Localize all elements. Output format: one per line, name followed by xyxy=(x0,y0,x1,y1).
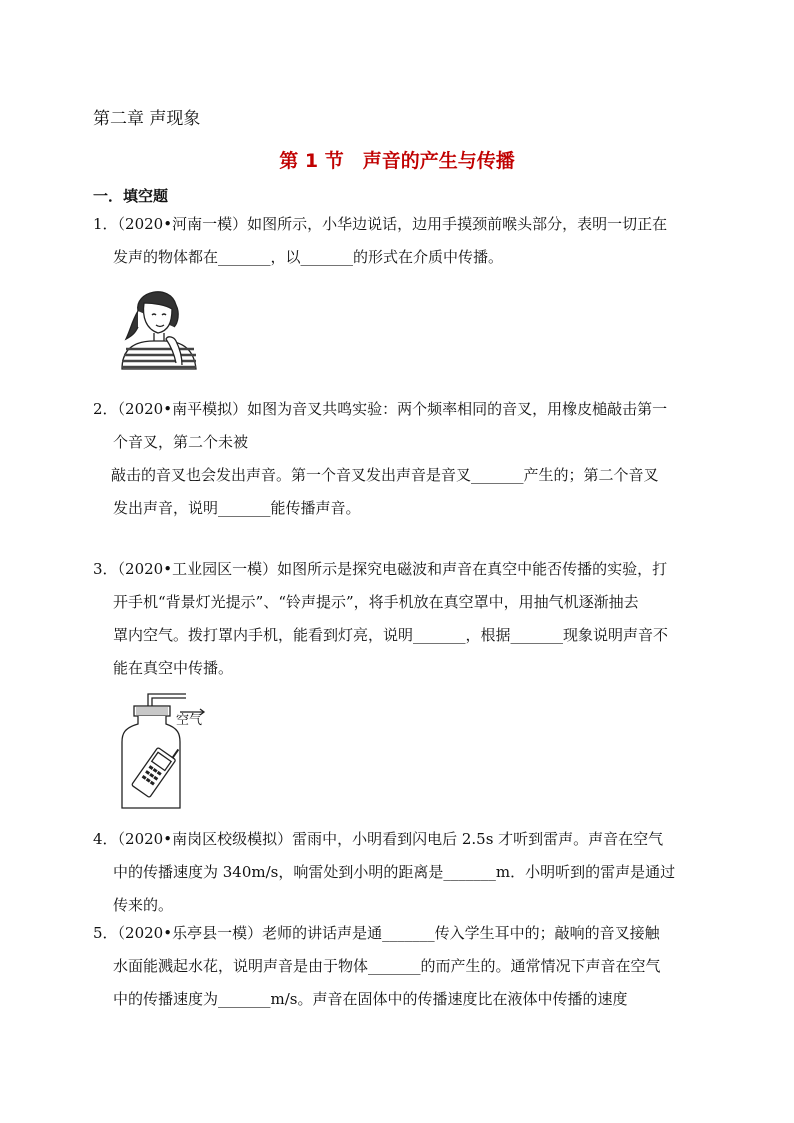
part-heading: 一．填空题 xyxy=(93,187,169,205)
question-4-line-3: 传来的。 xyxy=(113,896,174,914)
question-4 xyxy=(93,823,705,922)
section-title: 第 1 节 声音的产生与传播 xyxy=(279,150,515,172)
question-3 xyxy=(93,553,705,685)
question-5 xyxy=(93,917,705,1016)
air-label: 空气 xyxy=(176,713,203,728)
question-3-line-4: 能在真空中传播。 xyxy=(113,659,234,677)
chapter-title: 第二章 声现象 xyxy=(93,109,201,129)
question-3-line-2: 开手机“背景灯光提示”、“铃声提示”，将手机放在真空罩中，用抽气机逐渐抽去 xyxy=(113,593,639,611)
question-4-line-1: 4．（2020•南岗区校级模拟）雷雨中，小明看到闪电后 2.5s 才听到雷声。声音在空气 xyxy=(93,830,664,848)
question-4-line-2: 中的传播速度为 340m/s，响雷处到小明的距离是_______m．小明听到的雷声是通过 xyxy=(113,863,676,881)
question-1-line-1: 1．（2020•河南一模）如图所示，小华边说话，边用手摸颈前喉头部分，表明一切正在 xyxy=(93,215,668,233)
question-2-line-1: 2．（2020•南平模拟）如图为音叉共鸣实验：两个频率相同的音叉，用橡皮槌敲击第一 xyxy=(93,400,668,418)
question-2-line-3: 敲击的音叉也会发出声音。第一个音叉发出声音是音叉_______产生的；第二个音叉 xyxy=(111,466,659,484)
girl-speaking-figure xyxy=(108,283,208,373)
question-1-line-2: 发声的物体都在_______，以_______的形式在介质中传播。 xyxy=(113,248,504,266)
question-3-line-1: 3．（2020•工业园区一模）如图所示是探究电磁波和声音在真空中能否传播的实验，打 xyxy=(93,560,668,578)
question-5-line-2: 水面能溅起水花，说明声音是由于物体_______的而产生的。通常情况下声音在空气 xyxy=(113,957,661,975)
question-2 xyxy=(93,393,705,525)
question-3-line-3: 罩内空气。拨打罩内手机，能看到灯亮，说明_______，根据_______现象说明声音不 xyxy=(113,626,669,644)
question-2-line-4: 发出声音，说明_______能传播声音。 xyxy=(113,499,361,517)
question-2-line-2: 个音叉，第二个未被 xyxy=(113,433,249,451)
question-1 xyxy=(93,208,705,274)
vacuum-jar-figure xyxy=(118,688,218,813)
question-5-line-1: 5．（2020•乐亭县一模）老师的讲话声是通_______传入学生耳中的；敲响的音叉接触 xyxy=(93,924,660,942)
question-5-line-3: 中的传播速度为_______m/s。声音在固体中的传播速度比在液体中传播的速度 xyxy=(113,990,628,1008)
